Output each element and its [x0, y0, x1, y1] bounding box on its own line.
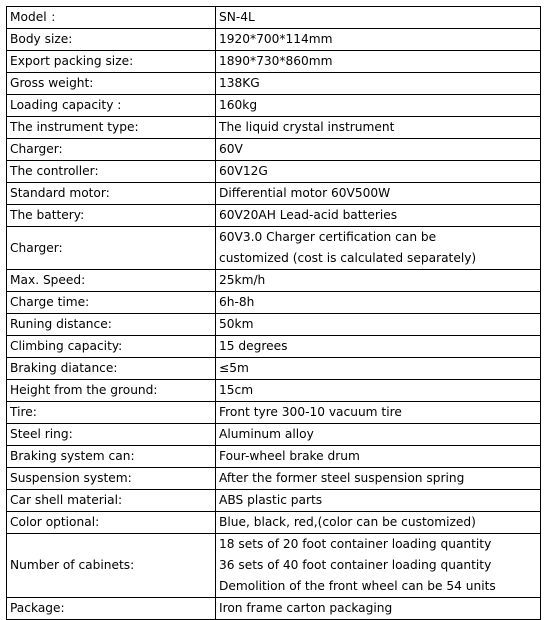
spec-value-line: 160kg [219, 98, 258, 112]
spec-label-cell [7, 227, 216, 270]
spec-row [7, 424, 541, 446]
spec-label-cell [7, 205, 216, 227]
spec-value-cell [216, 336, 541, 358]
spec-label: The battery: [10, 208, 85, 222]
spec-label-cell [7, 336, 216, 358]
spec-value-cell [216, 95, 541, 117]
spec-value-cell [216, 468, 541, 490]
spec-table [6, 6, 541, 620]
spec-label: Runing distance: [10, 317, 112, 331]
spec-label-cell [7, 534, 216, 598]
spec-row [7, 183, 541, 205]
spec-value-line: Four-wheel brake drum [219, 449, 360, 463]
spec-value-line: ABS plastic parts [219, 493, 323, 507]
spec-value-cell [216, 358, 541, 380]
spec-row [7, 161, 541, 183]
spec-value-cell [216, 205, 541, 227]
spec-value-line: The liquid crystal instrument [219, 120, 395, 134]
spec-row [7, 358, 541, 380]
spec-row [7, 95, 541, 117]
spec-value-cell [216, 490, 541, 512]
spec-label: The instrument type: [10, 120, 139, 134]
spec-value-cell [216, 29, 541, 51]
spec-label: Standard motor: [10, 186, 110, 200]
spec-value-line: 15cm [219, 383, 254, 397]
spec-label: Braking diatance: [10, 361, 118, 375]
spec-row [7, 490, 541, 512]
spec-table-body [7, 7, 541, 620]
spec-value-cell [216, 7, 541, 29]
spec-value-cell [216, 292, 541, 314]
spec-label-cell [7, 292, 216, 314]
spec-row [7, 227, 541, 270]
spec-row [7, 117, 541, 139]
spec-value-line: 6h-8h [219, 295, 255, 309]
spec-row [7, 336, 541, 358]
spec-label: Car shell material: [10, 493, 123, 507]
spec-value-line: 50km [219, 317, 254, 331]
spec-row [7, 468, 541, 490]
spec-row [7, 598, 541, 620]
spec-label-cell [7, 29, 216, 51]
spec-label-cell [7, 117, 216, 139]
spec-value-cell [216, 424, 541, 446]
spec-row [7, 29, 541, 51]
spec-label: Braking system can: [10, 449, 135, 463]
spec-label: Loading capacity : [10, 98, 122, 112]
spec-label-cell [7, 380, 216, 402]
spec-label-cell [7, 402, 216, 424]
spec-label: Gross weight: [10, 76, 94, 90]
spec-label: Model ： [10, 10, 63, 24]
spec-value-line: Front tyre 300-10 vacuum tire [219, 405, 402, 419]
spec-value-line: 36 sets of 40 foot container loading quantity [219, 558, 492, 572]
spec-label-cell [7, 183, 216, 205]
spec-label-cell [7, 512, 216, 534]
spec-value-line: 60V [219, 142, 243, 156]
spec-label-cell [7, 598, 216, 620]
spec-label: Number of cabinets: [10, 558, 135, 572]
spec-row [7, 270, 541, 292]
spec-value-line: customized (cost is calculated separately) [219, 251, 477, 265]
spec-row [7, 139, 541, 161]
spec-label: Climbing capacity: [10, 339, 123, 353]
spec-value-line: 18 sets of 20 foot container loading quantity [219, 537, 492, 551]
spec-value-line: Blue, black, red,(color can be customized) [219, 515, 476, 529]
spec-value-cell [216, 73, 541, 95]
spec-row [7, 7, 541, 29]
spec-row [7, 446, 541, 468]
spec-label-cell [7, 468, 216, 490]
spec-value-cell [216, 380, 541, 402]
spec-value-cell [216, 598, 541, 620]
spec-value-line: Differential motor 60V500W [219, 186, 391, 200]
spec-value-line: 60V3.0 Charger certification can be [219, 230, 437, 244]
spec-row [7, 534, 541, 598]
spec-label-cell [7, 358, 216, 380]
spec-label-cell [7, 446, 216, 468]
spec-row [7, 205, 541, 227]
spec-label: Export packing size: [10, 54, 134, 68]
spec-value-cell [216, 183, 541, 205]
spec-label: Body size: [10, 32, 73, 46]
spec-label-cell [7, 73, 216, 95]
spec-row [7, 402, 541, 424]
spec-label-cell [7, 314, 216, 336]
spec-label-cell [7, 95, 216, 117]
spec-value-line: 1890*730*860mm [219, 54, 333, 68]
spec-value-cell [216, 270, 541, 292]
spec-value-cell [216, 139, 541, 161]
spec-label-cell [7, 139, 216, 161]
spec-row [7, 314, 541, 336]
spec-value-line: 138KG [219, 76, 260, 90]
spec-row [7, 292, 541, 314]
spec-label: Tire: [10, 405, 37, 419]
spec-value-cell [216, 314, 541, 336]
spec-label: Charger: [10, 142, 63, 156]
spec-label: The controller: [10, 164, 99, 178]
spec-value-line: Demolition of the front wheel can be 54 units [219, 579, 496, 593]
spec-value-line: ≤5m [219, 361, 249, 375]
spec-value-cell [216, 161, 541, 183]
spec-label: Steel ring: [10, 427, 73, 441]
spec-value-line: Aluminum alloy [219, 427, 314, 441]
spec-value-line: 15 degrees [219, 339, 288, 353]
spec-value-cell [216, 446, 541, 468]
spec-label: Charger: [10, 240, 63, 255]
spec-label: Height from the ground: [10, 383, 158, 397]
spec-label-cell [7, 490, 216, 512]
spec-value-line: 60V20AH Lead-acid batteries [219, 208, 398, 222]
spec-row [7, 380, 541, 402]
spec-value-line: After the former steel suspension spring [219, 471, 465, 485]
spec-value-cell [216, 227, 541, 270]
spec-value-line: 1920*700*114mm [219, 32, 333, 46]
spec-label: Max. Speed: [10, 273, 86, 287]
spec-label: Package: [10, 601, 65, 615]
spec-value-cell [216, 512, 541, 534]
spec-value-cell [216, 51, 541, 73]
spec-label-cell [7, 424, 216, 446]
spec-value-line: Iron frame carton packaging [219, 601, 393, 615]
spec-value-cell [216, 117, 541, 139]
spec-row [7, 512, 541, 534]
spec-label-cell [7, 7, 216, 29]
spec-label-cell [7, 51, 216, 73]
spec-row [7, 51, 541, 73]
spec-value-line: 25km/h [219, 273, 266, 287]
spec-row [7, 73, 541, 95]
spec-value-line: SN-4L [219, 10, 255, 24]
spec-label-cell [7, 161, 216, 183]
spec-value-cell [216, 402, 541, 424]
spec-value-cell [216, 534, 541, 598]
spec-label: Color optional: [10, 515, 100, 529]
spec-label: Suspension system: [10, 471, 132, 485]
spec-value-line: 60V12G [219, 164, 268, 178]
spec-label: Charge time: [10, 295, 90, 309]
spec-label-cell [7, 270, 216, 292]
